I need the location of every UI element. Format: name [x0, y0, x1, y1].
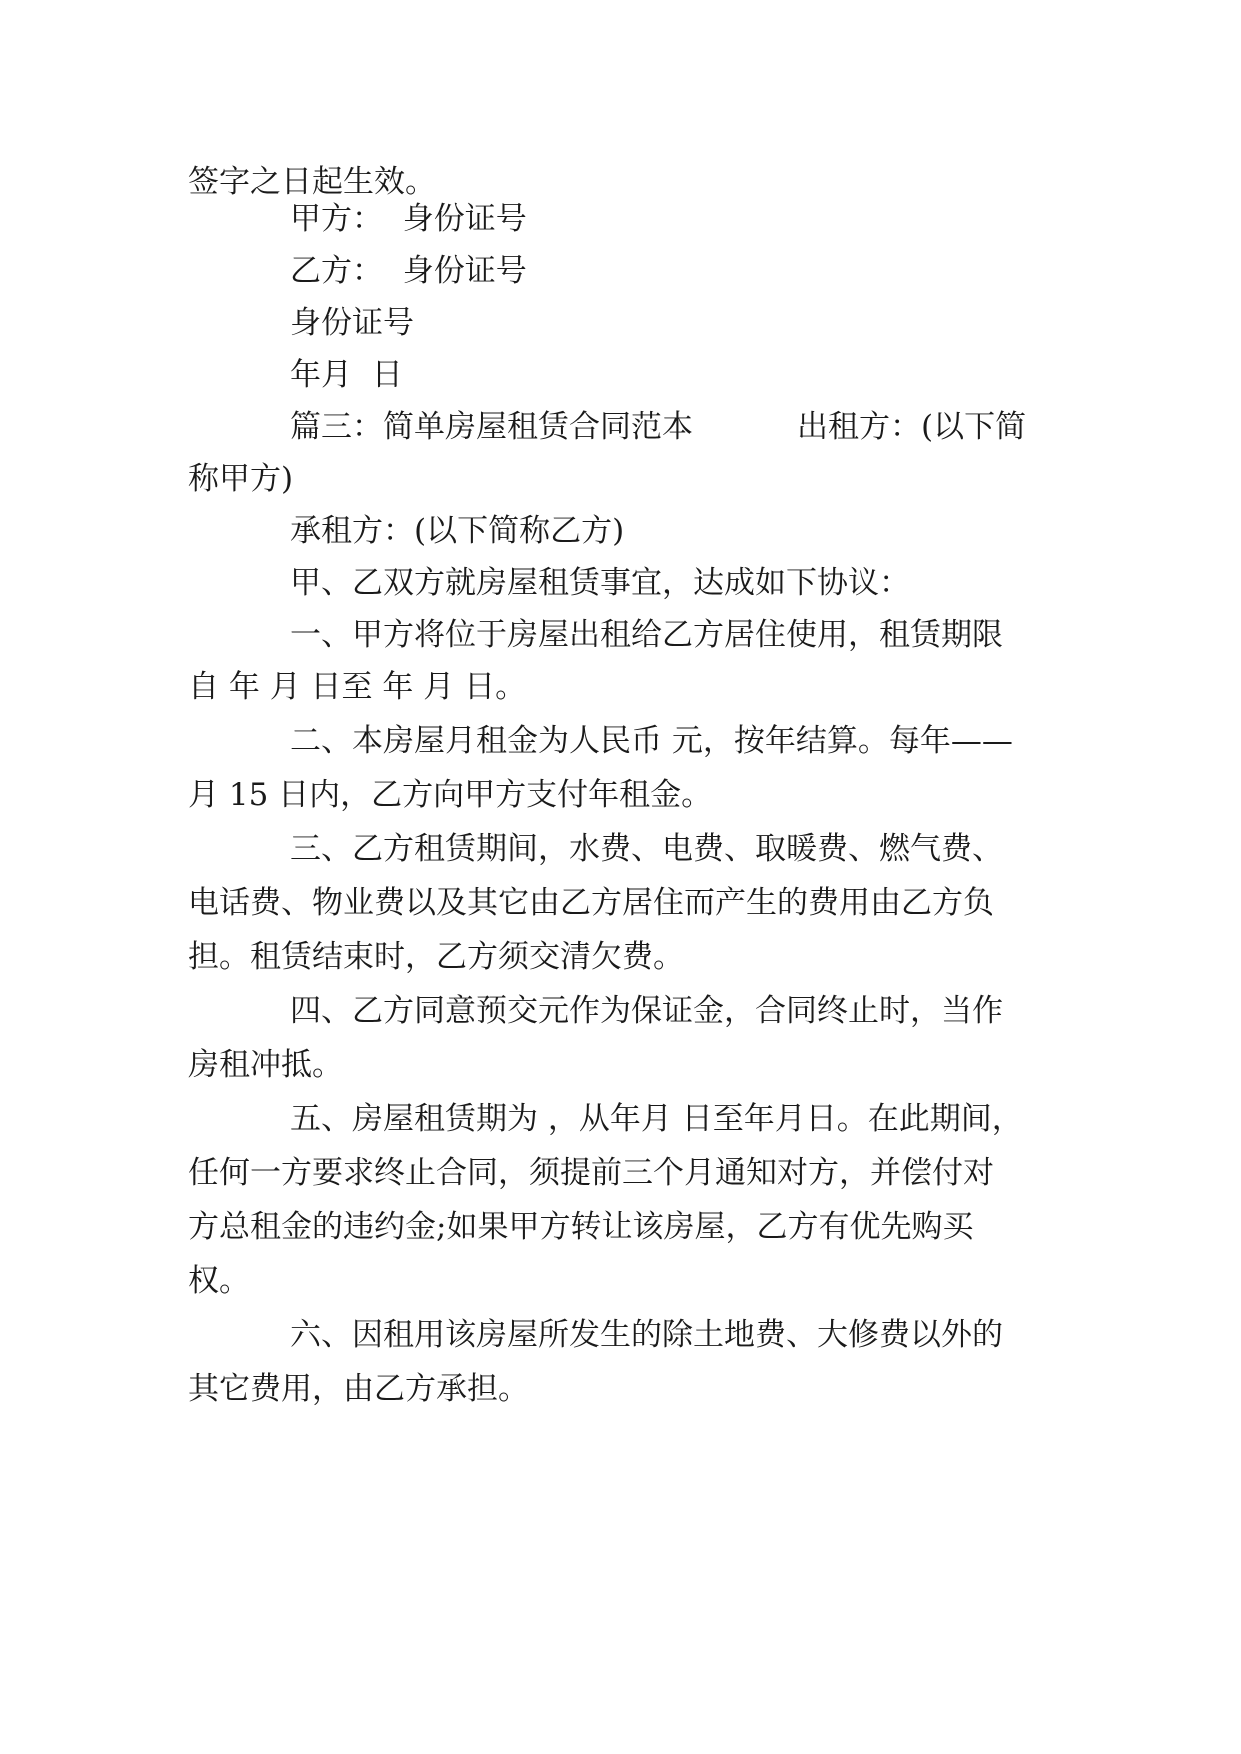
party-b-line: 乙方： 身份证号 [290, 253, 527, 289]
clause-5: 五、房屋租赁期为 ，从年月 日至年月日。在此期间， [290, 1101, 1023, 1137]
id-number-line: 身份证号 [290, 305, 414, 341]
section-title: 篇三：简单房屋租赁合同范本 [290, 409, 693, 445]
date-line: 年月 日 [290, 357, 403, 393]
party-a-line: 甲方： 身份证号 [290, 201, 527, 237]
text-line: 任何一方要求终止合同，须提前三个月通知对方，并偿付对 [188, 1155, 994, 1191]
text-line: 月 15 日内，乙方向甲方支付年租金。 [188, 777, 713, 813]
text-line: 权。 [188, 1263, 250, 1299]
clause-4: 四、乙方同意预交元作为保证金，合同终止时，当作 [290, 993, 1003, 1029]
clause-2: 二、本房屋月租金为人民币 元，按年结算。每年—— [290, 723, 1013, 759]
text-line: 方总租金的违约金;如果甲方转让该房屋，乙方有优先购买 [188, 1209, 974, 1245]
clause-3: 三、乙方租赁期间，水费、电费、取暖费、燃气费、 [290, 831, 1003, 867]
text-line: 签字之日起生效。 [188, 164, 436, 200]
lessor-label: 出租方：(以下简 [797, 409, 1027, 445]
text-line: 自 年 月 日至 年 月 日。 [188, 669, 527, 705]
text-line: 称甲方) [188, 461, 294, 497]
text-line: 甲、乙双方就房屋租赁事宜，达成如下协议： [290, 565, 910, 601]
text-line: 其它费用，由乙方承担。 [188, 1371, 529, 1407]
text-line: 电话费、物业费以及其它由乙方居住而产生的费用由乙方负 [188, 885, 994, 921]
clause-6: 六、因租用该房屋所发生的除土地费、大修费以外的 [290, 1317, 1003, 1353]
text-line: 房租冲抵。 [188, 1047, 343, 1083]
clause-1: 一、甲方将位于房屋出租给乙方居住使用，租赁期限 [290, 617, 1003, 653]
lessee-label: 承租方：(以下简称乙方) [290, 513, 625, 549]
text-line: 担。租赁结束时，乙方须交清欠费。 [188, 939, 684, 975]
